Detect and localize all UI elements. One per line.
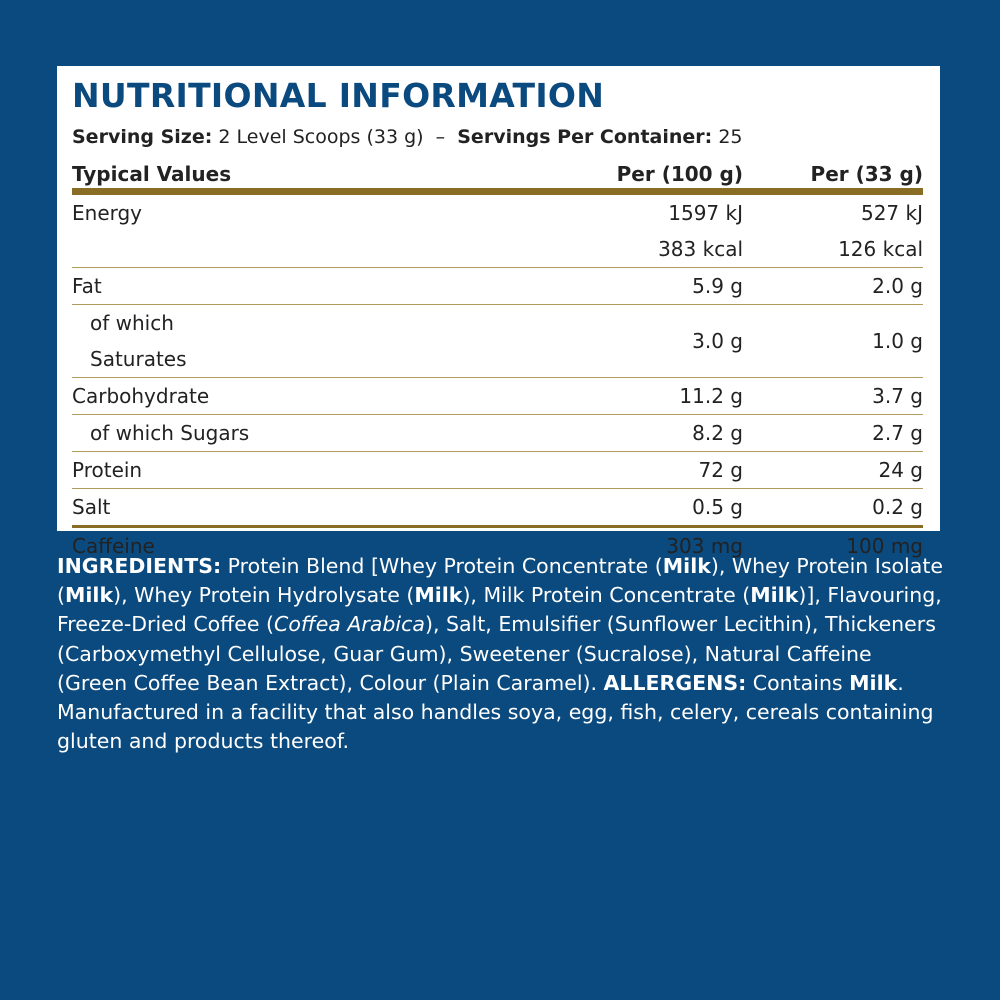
nutrient-name: of which Sugars: [72, 415, 252, 452]
value-per-33g: 2.0 g: [743, 268, 923, 305]
allergen-milk: Milk: [414, 583, 463, 608]
value-per-33g: 0.2 g: [743, 489, 923, 527]
panel-title: NUTRITIONAL INFORMATION: [72, 76, 605, 115]
serving-separator: –: [435, 126, 446, 148]
ingredients-text: [57, 552, 947, 756]
nutrition-panel: [57, 66, 940, 558]
value-per-100g: 1597 kJ: [668, 201, 743, 225]
servings-per-container-label: Servings Per Container:: [457, 126, 713, 148]
value-per-33g: 3.7 g: [743, 378, 923, 415]
ingredients-part: . Manufactured in a facility that also handles soya, egg, fish, celery, cereals containing gluten and products thereof.: [57, 670, 934, 754]
value-per-33g: 2.7 g: [743, 415, 923, 452]
nutrient-name: Carbohydrate: [72, 378, 252, 415]
value-per-100g: 383 kcal: [252, 231, 743, 268]
ingredients-part: ), Whey Protein Isolate (: [57, 554, 943, 608]
value-per-33g: 527 kJ: [860, 201, 923, 225]
allergen-milk: Milk: [849, 670, 898, 695]
header-typical-values: Typical Values: [72, 160, 252, 192]
value-per-33g: 126 kcal: [743, 231, 923, 268]
nutrient-name: Caffeine: [72, 534, 155, 558]
ingredients-part: ), Whey Protein Hydrolysate (: [113, 583, 415, 608]
servings-per-container-value: 25: [718, 126, 743, 148]
ingredients-part: ), Milk Protein Concentrate (: [462, 583, 751, 608]
table-row-carbohydrate: [72, 378, 923, 415]
nutrient-name: of which Saturates: [72, 305, 252, 378]
table-header-row: [72, 160, 923, 192]
value-per-33g: 24 g: [743, 452, 923, 489]
serving-size-value: 2 Level Scoops (33 g): [218, 126, 424, 148]
value-per-100g: 0.5 g: [252, 489, 743, 527]
table-row-sugars: [72, 415, 923, 452]
value-per-100g: 3.0 g: [252, 305, 743, 378]
coffee-species: Coffea Arabica: [274, 612, 425, 637]
table-row-salt: [72, 489, 923, 527]
nutrient-name: Protein: [72, 452, 252, 489]
allergen-milk: Milk: [662, 554, 711, 578]
ingredients-label: INGREDIENTS:: [57, 554, 222, 578]
table-row-energy-kcal: [72, 231, 923, 268]
table-row-saturates: [72, 305, 923, 378]
nutrient-name: Fat: [72, 268, 252, 305]
table-row-fat: [72, 268, 923, 305]
value-per-33g: 1.0 g: [743, 305, 923, 378]
header-per-33g: Per (33 g): [743, 160, 923, 192]
table-row-energy-kj: [72, 192, 923, 232]
allergen-milk: Milk: [65, 583, 114, 608]
value-per-100g: 72 g: [252, 452, 743, 489]
allergens-label: ALLERGENS:: [603, 670, 747, 695]
ingredients-part: Protein Blend [Whey Protein Concentrate (: [221, 554, 663, 578]
serving-info: [72, 124, 923, 150]
value-per-33g: 100 mg: [846, 534, 923, 558]
nutrient-name: Energy: [72, 201, 143, 225]
value-per-100g: 303 mg: [666, 534, 743, 558]
header-per-100g: Per (100 g): [252, 160, 743, 192]
ingredients-part: )], Flavouring, Freeze-Dried Coffee (: [57, 583, 942, 637]
value-per-100g: 11.2 g: [252, 378, 743, 415]
table-row-protein: [72, 452, 923, 489]
nutrition-table: [72, 160, 923, 564]
ingredients-part: Contains: [746, 670, 850, 695]
nutrient-name: Salt: [72, 489, 252, 527]
value-per-100g: 5.9 g: [252, 268, 743, 305]
serving-size-label: Serving Size:: [72, 126, 213, 148]
value-per-100g: 8.2 g: [252, 415, 743, 452]
nutrient-name: [72, 231, 252, 268]
ingredients-part: ), Salt, Emulsifier (Sunflower Lecithin), Thickeners (Carboxymethyl Cellulose, Guar Gum), Sweetener (Sucralose), Natural Caffeine (Green Coffee Bean Extract), Colour (Plain Caramel).: [57, 612, 936, 695]
allergen-milk: Milk: [750, 583, 799, 608]
